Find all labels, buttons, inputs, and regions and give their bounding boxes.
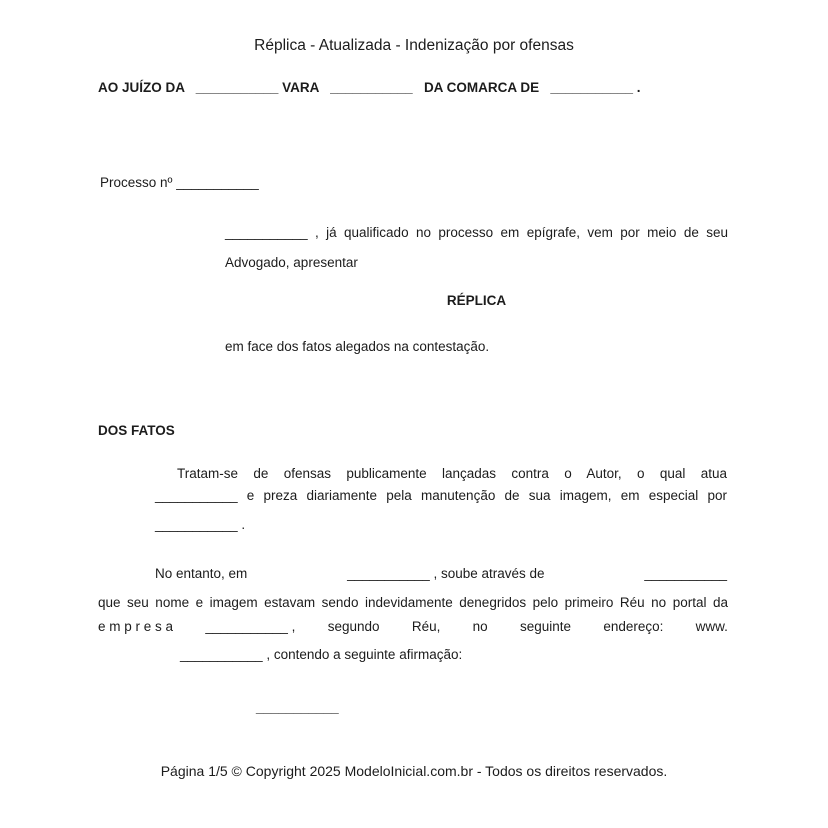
- quote-blank-line: ___________: [256, 699, 339, 714]
- line-segment: www.: [695, 619, 728, 634]
- fatos-paragraph-line-3: ___________ .: [155, 517, 246, 532]
- court-addressing-line: AO JUÍZO DA ___________ VARA ___________ DA COMARCA DE ___________ .: [98, 80, 641, 95]
- denigrated-line: que seu nome e imagem estavam sendo indevidamente denegridos pelo primeiro Réu no portal da: [98, 595, 728, 610]
- page-footer: Página 1/5 © Copyright 2025 ModeloInicial.com.br - Todos os direitos reservados.: [160, 763, 668, 779]
- line-segment: seguinte: [519, 619, 572, 634]
- intro-paragraph-line-2: Advogado, apresentar: [225, 255, 358, 270]
- replica-heading: RÉPLICA: [446, 293, 507, 308]
- line-segment: ___________: [644, 566, 727, 581]
- line-segment: segundo: [327, 619, 380, 634]
- line-segment: e m p r e s a: [98, 619, 174, 634]
- dos-fatos-heading: DOS FATOS: [98, 423, 175, 438]
- empresa-line: [98, 618, 728, 636]
- fatos-paragraph-line-1: Tratam-se de ofensas publicamente lançadas contra o Autor, o qual atua: [177, 466, 727, 481]
- line-segment: Réu,: [411, 619, 441, 634]
- contendo-line: ___________ , contendo a seguinte afirmação:: [180, 647, 463, 662]
- replica-purpose-line: em face dos fatos alegados na contestação.: [225, 339, 490, 354]
- line-segment: No entanto, em: [155, 566, 248, 581]
- noentanto-line: [155, 565, 727, 583]
- process-number-line: Processo nº ___________: [100, 175, 259, 190]
- line-segment: endereço:: [603, 619, 664, 634]
- intro-paragraph-line-1: ___________ , já qualificado no processo em epígrafe, vem por meio de seu: [225, 225, 728, 240]
- line-segment: ___________ , soube através de: [347, 566, 545, 581]
- doc-title: Réplica - Atualizada - Indenização por ofensas: [254, 37, 574, 54]
- fatos-paragraph-line-2: ___________ e preza diariamente pela manutenção de sua imagem, em especial por: [155, 488, 727, 503]
- line-segment: ___________ ,: [205, 619, 296, 634]
- line-segment: no: [472, 619, 488, 634]
